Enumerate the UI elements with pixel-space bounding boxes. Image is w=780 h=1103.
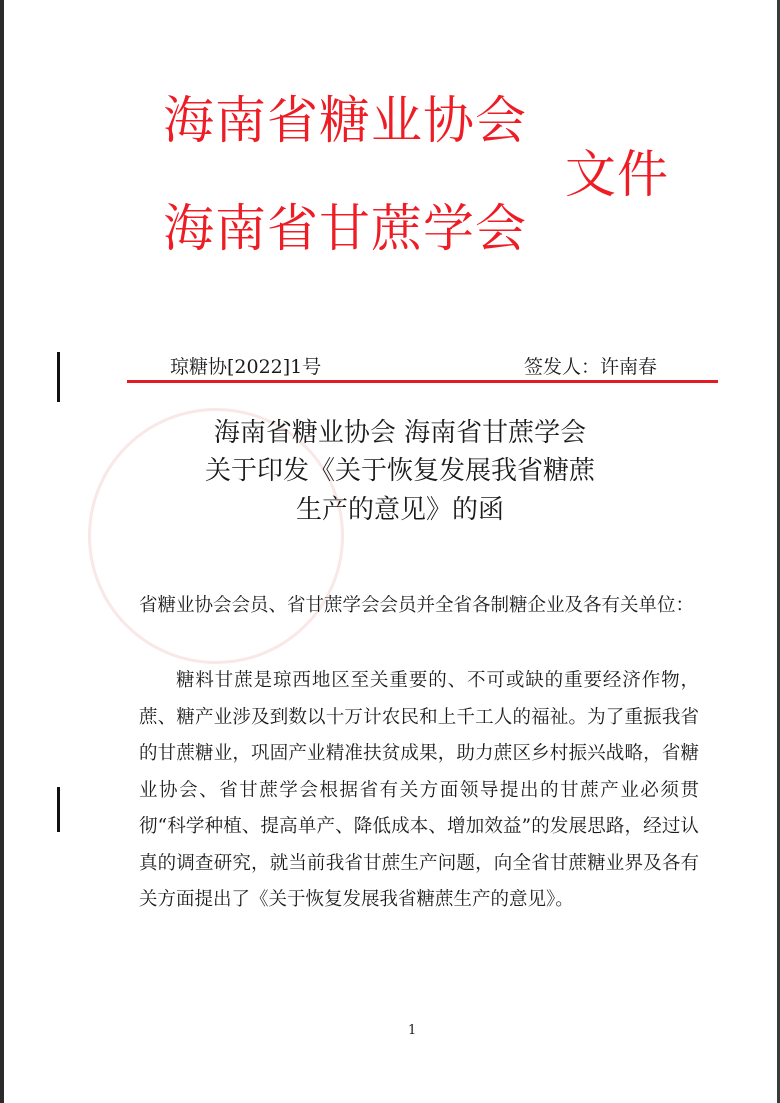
scan-edge-left	[0, 0, 4, 1103]
binding-mark-top	[57, 352, 60, 402]
signer: 签发人：许南春	[524, 356, 658, 378]
salutation: 省糖业协会会员、省甘蔗学会会员并全省各制糖企业及各有关单位：	[139, 595, 695, 616]
header-org-sugarcane-society: 海南省甘蔗学会	[163, 200, 528, 259]
title-line-2: 关于印发《关于恢复发展我省糖蔗	[204, 456, 595, 486]
title-line-1: 海南省糖业协会 海南省甘蔗学会	[213, 418, 587, 448]
header-org-sugar-association: 海南省糖业协会	[163, 92, 528, 151]
body-paragraph: 糖料甘蔗是琼西地区至关重要的、不可或缺的重要经济作物，蔗、糖产业涉及到数以十万计农民和上千工人的福祉。为了重振我省的甘蔗糖业，巩固产业精准扶贫成果，助力蔗区乡村振兴战略，省糖业协会、省甘蔗学会根据省有关方面领导提出的甘蔗产业必须贯彻“科学种植、提高单产、降低成本、增加效益”的发展思路，经过认真的调查研究，就当前我省甘蔗生产问题，向全省甘蔗糖业界及各有关方面提出了《关于恢复发展我省糖蔗生产的意见》。	[139, 670, 699, 910]
document-number: 琼糖协[2022]1号	[170, 356, 322, 378]
header-doc-word: 文件	[565, 146, 670, 205]
page-number: 1	[408, 1023, 417, 1038]
title-line-3: 生产的意见》的函	[295, 495, 504, 525]
red-separator-rule	[127, 380, 718, 383]
binding-mark-bottom	[57, 787, 60, 832]
